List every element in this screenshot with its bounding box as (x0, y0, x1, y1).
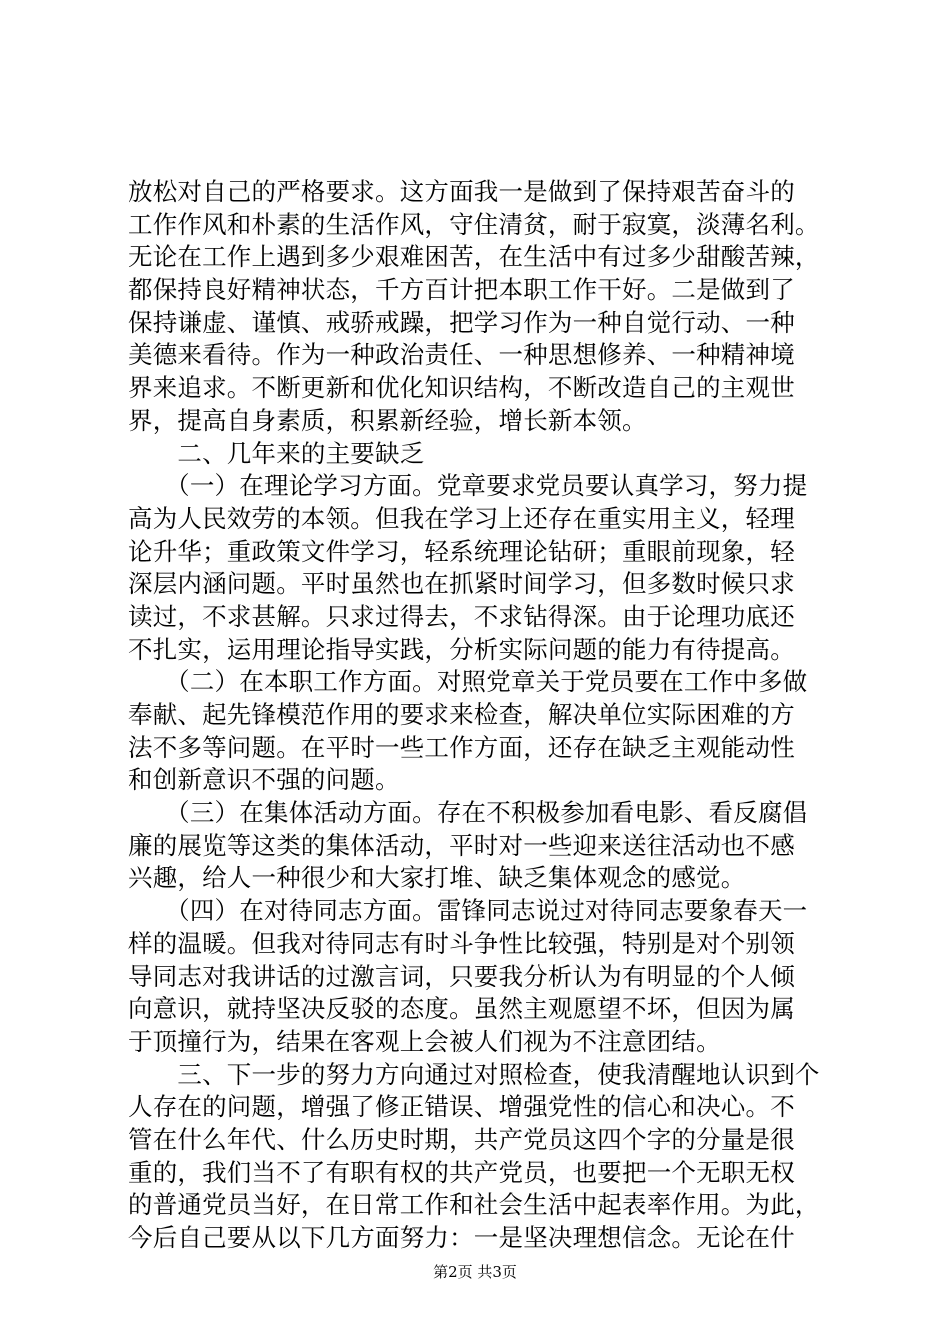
text-line: （三）在集体活动方面。存在不积极参加看电影、看反腐倡 (128, 798, 808, 828)
text-line: 于顶撞行为，结果在客观上会被人们视为不注意团结。 (128, 1026, 721, 1056)
text-line: 导同志对我讲话的过激言词，只要我分析认为有明显的个人倾 (128, 961, 795, 991)
text-line: 奉献、起先锋模范作用的要求来检查，解决单位实际困难的方 (128, 700, 795, 729)
text-line: 高为人民效劳的本领。但我在学习上还存在重实用主义，轻理 (128, 503, 795, 533)
text-line: 三、下一步的努力方向通过对照检查，使我清醒地认识到个 (128, 1059, 820, 1089)
text-line: 放松对自己的严格要求。这方面我一是做到了保持艰苦奋斗的 (128, 177, 795, 206)
text-line: 样的温暖。但我对待同志有时斗争性比较强，特别是对个别领 (128, 928, 795, 958)
text-line: 论升华；重政策文件学习，轻系统理论钻研；重眼前现象，轻 (128, 536, 795, 566)
text-line: 二、几年来的主要缺乏 (128, 438, 425, 468)
text-line: 今后自己要从以下几方面努力：一是坚决理想信念。无论在什 (128, 1223, 795, 1252)
text-line: 向意识，就持坚决反驳的态度。虽然主观愿望不坏，但因为属 (128, 994, 795, 1024)
text-line: （四）在对待同志方面。雷锋同志说过对待同志要象春天一 (128, 896, 808, 926)
text-line: 人存在的问题，增强了修正错误、增强党性的信心和决心。不 (128, 1092, 795, 1122)
page-footer: 第2页 共3页 (433, 1263, 517, 1281)
text-line: 工作作风和朴素的生活作风，守住清贫，耐于寂寞，淡薄名利。 (128, 209, 820, 239)
text-line: （一）在理论学习方面。党章要求党员要认真学习，努力提 (128, 471, 808, 501)
text-line: 美德来看待。作为一种政治责任、一种思想修养、一种精神境 (128, 340, 795, 370)
text-line: 都保持良好精神状态，千方百计把本职工作干好。二是做到了 (128, 275, 795, 305)
text-line: 重的，我们当不了有职有权的共产党员，也要把一个无职无权 (128, 1157, 795, 1187)
text-line: 和创新意识不强的问题。 (128, 765, 400, 795)
text-line: 界来追求。不断更新和优化知识结构，不断改造自己的主观世 (128, 373, 795, 403)
text-line: 保持谦虚、谨慎、戒骄戒躁，把学习作为一种自觉行动、一种 (128, 307, 795, 337)
text-line: 管在什么年代、什么历史时期，共产党员这四个字的分量是很 (128, 1124, 795, 1154)
text-line: 读过，不求甚解。只求过得去，不求钻得深。由于论理功底还 (128, 601, 795, 631)
text-line: 廉的展览等这类的集体活动，平时对一些迎来送往活动也不感 (128, 830, 795, 860)
text-line: 的普通党员当好，在日常工作和社会生活中起表率作用。为此， (128, 1190, 820, 1220)
text-line: 无论在工作上遇到多少艰难困苦，在生活中有过多少甜酸苦辣， (128, 242, 820, 272)
body-text (128, 176, 832, 1255)
text-line: 深层内涵问题。平时虽然也在抓紧时间学习，但多数时候只求 (128, 569, 795, 599)
text-line: 兴趣，给人一种很少和大家打堆、缺乏集体观念的感觉。 (128, 863, 746, 893)
text-line: 法不多等问题。在平时一些工作方面，还存在缺乏主观能动性 (128, 732, 795, 762)
text-line: 不扎实，运用理论指导实践，分析实际问题的能力有待提高。 (128, 634, 795, 664)
text-line: 界，提高自身素质，积累新经验，增长新本领。 (128, 405, 647, 435)
text-line: （二）在本职工作方面。对照党章关于党员要在工作中多做 (128, 667, 808, 697)
